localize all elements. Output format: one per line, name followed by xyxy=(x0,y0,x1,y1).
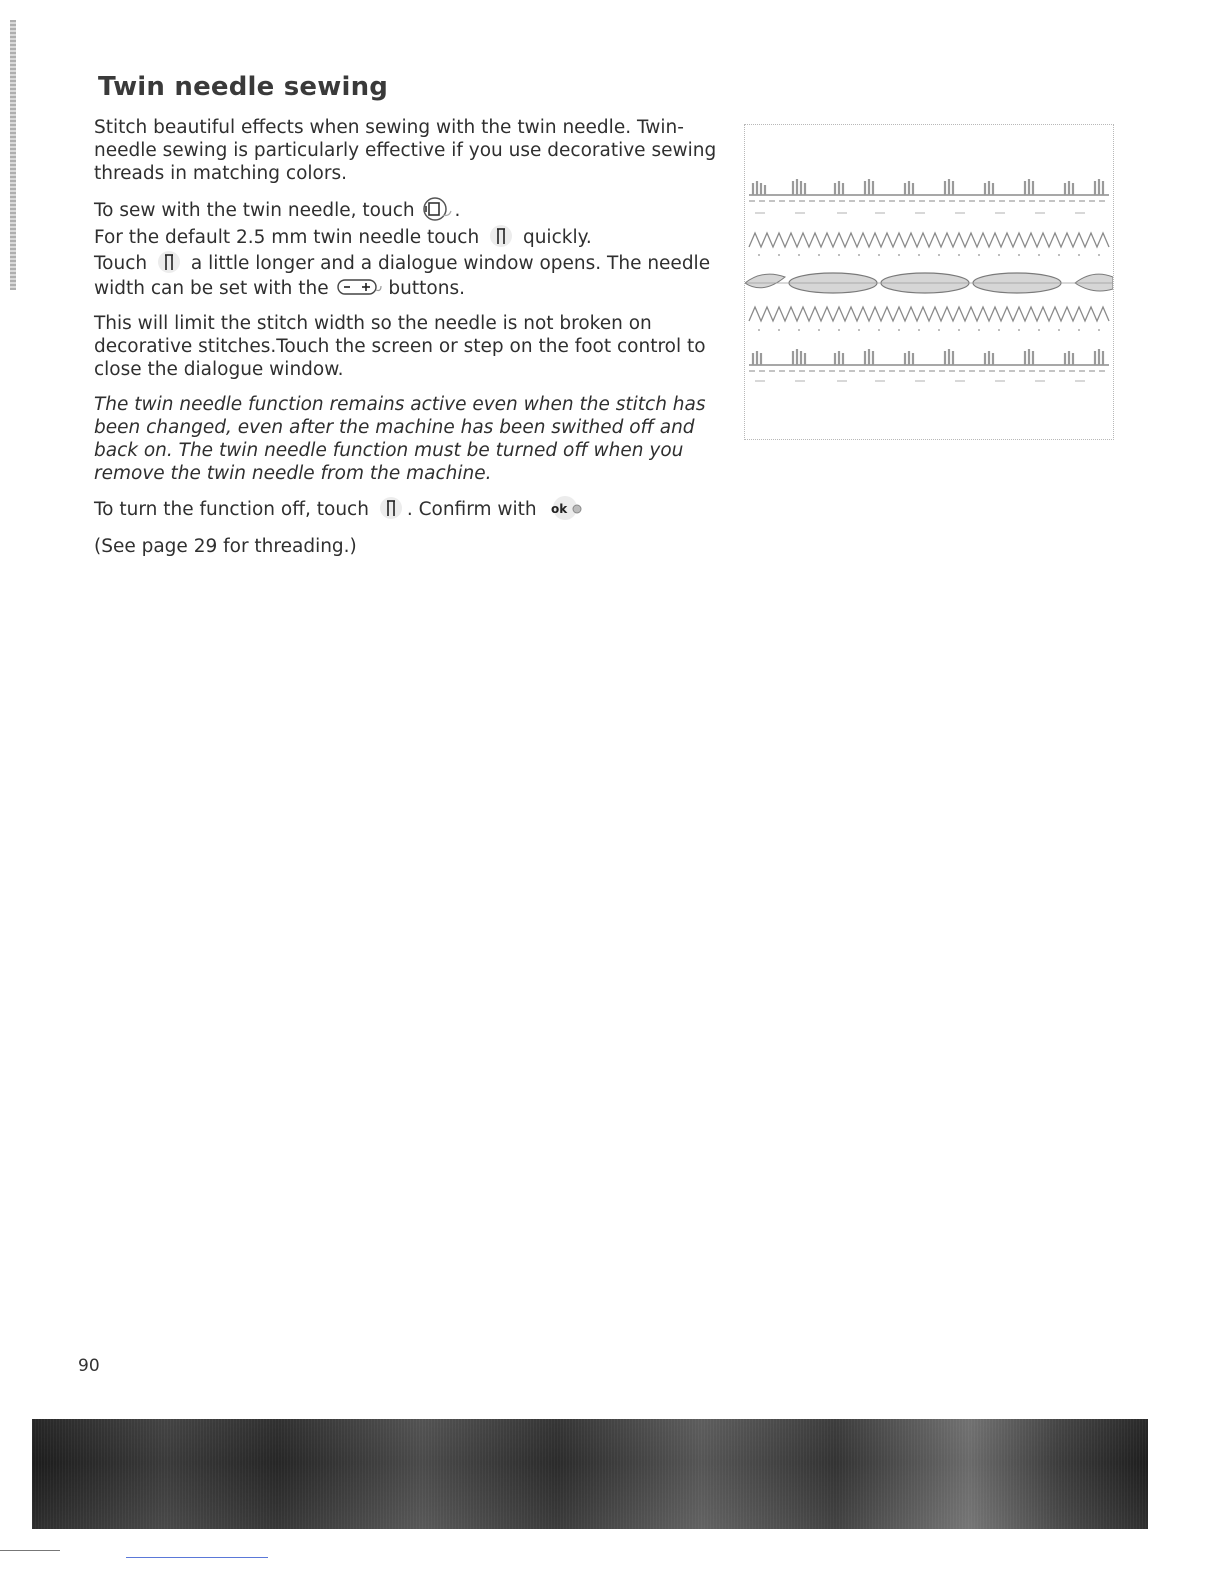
paragraph-dialogue xyxy=(94,251,724,300)
default-text-end: quickly. xyxy=(522,227,592,248)
twin-needle-icon[interactable] xyxy=(485,223,517,249)
default-text: For the default 2.5 mm twin needle touch xyxy=(94,227,480,248)
ok-icon[interactable] xyxy=(543,495,587,521)
footer-rule xyxy=(0,1550,60,1551)
stitch-row-decorative-1 xyxy=(749,179,1109,213)
dialogue-text: a little longer and a dialogue window opens. The needle width can be set with the xyxy=(94,253,711,299)
paragraph-default xyxy=(94,225,724,251)
width-minus-plus-icon[interactable] xyxy=(335,276,383,298)
paragraph-turn-off xyxy=(94,497,724,523)
stitch-row-zigzag-1 xyxy=(749,233,1109,247)
stitch-row-oval xyxy=(745,273,1113,293)
page-title: Twin needle sewing xyxy=(98,72,389,102)
turn-off-confirm-text: . Confirm with xyxy=(406,499,537,520)
turn-off-text: To turn the function off, touch xyxy=(94,499,369,520)
page-number: 90 xyxy=(78,1356,100,1376)
stitch-row-dots-2 xyxy=(758,329,1100,331)
paragraph-note: The twin needle function remains active even when the stitch has been changed, even after the machine has been swithed off and back on. The twin needle function must be turned off when you remove the twin needle from the machine. xyxy=(94,394,706,484)
body-text xyxy=(94,116,724,570)
stitch-sample-image xyxy=(744,124,1114,440)
twin-needle-off-icon[interactable] xyxy=(375,495,407,521)
footer-link-rule xyxy=(126,1557,268,1558)
paragraph-threading-ref: (See page 29 for threading.) xyxy=(94,536,357,557)
twin-needle-mode-icon[interactable] xyxy=(421,195,455,223)
paragraph-intro: Stitch beautiful effects when sewing with the twin needle. Twin-needle sewing is particularly effective if you use decorative sewing threads in matching colors. xyxy=(94,117,717,184)
activate-text: To sew with the twin needle, touch xyxy=(94,200,415,221)
ok-label: ok xyxy=(550,502,567,516)
dialogue-text-end: buttons. xyxy=(388,278,465,299)
stitch-row-zigzag-2 xyxy=(749,307,1109,321)
stitch-row-dots-1 xyxy=(758,254,1100,256)
footer-photo-band xyxy=(32,1419,1148,1529)
paragraph-limit: This will limit the stitch width so the needle is not broken on decorative stitches.Touch the screen or step on the foot control to close the dialogue window. xyxy=(94,313,706,380)
twin-needle-icon-long-press[interactable] xyxy=(153,249,185,275)
dialogue-text-start: Touch xyxy=(94,253,148,274)
stitch-row-decorative-2 xyxy=(749,349,1109,381)
paragraph-activate xyxy=(94,197,724,225)
scan-edge xyxy=(10,20,16,290)
activate-text-end: . xyxy=(454,200,461,221)
